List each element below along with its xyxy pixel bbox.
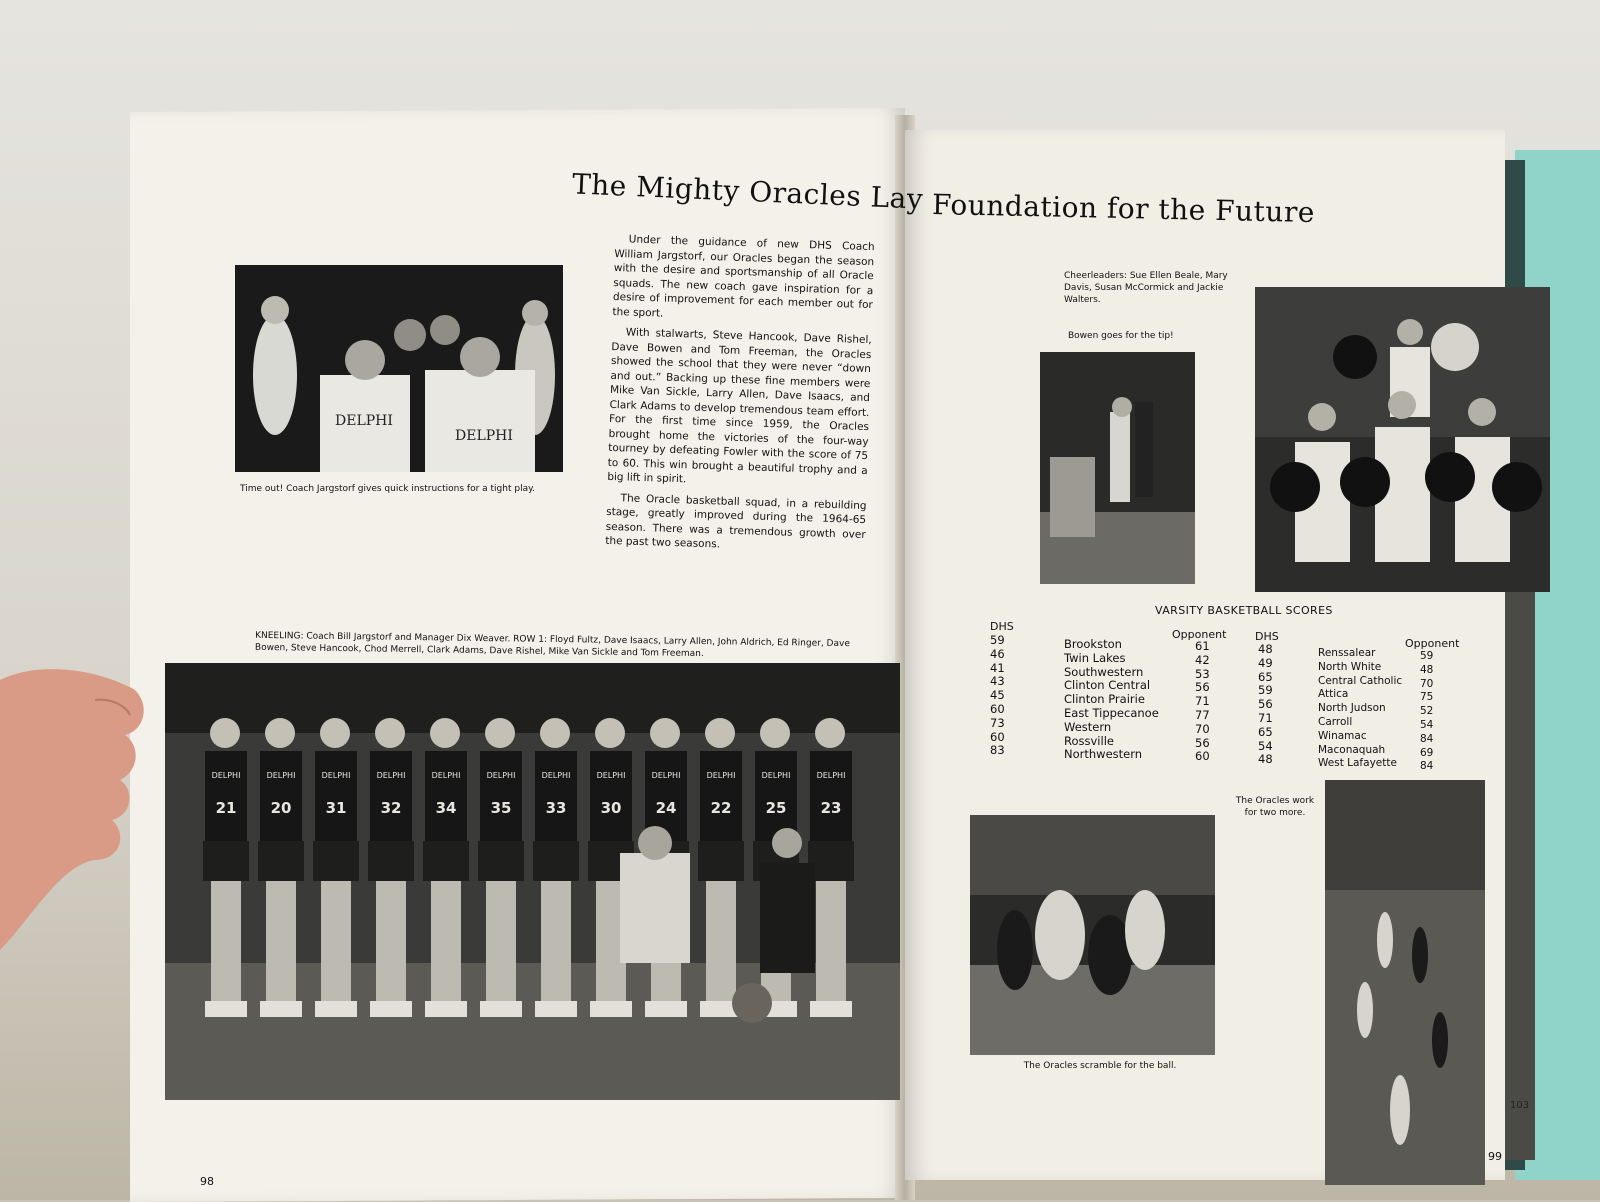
jersey-text: DELPHI [596, 771, 626, 780]
headline-left: The Mighty Oracles Lay [571, 167, 924, 216]
huddle-jersey-text-1: DELPHI [335, 413, 393, 429]
caption-cheerleaders: Cheerleaders: Sue Ellen Beale, Mary Davis, Susan McCormick and Jackie Walters. [1064, 271, 1228, 305]
caption-scramble: The Oracles scramble for the ball. [1023, 1061, 1177, 1071]
score-opponent: 56 [1195, 735, 1210, 750]
jersey-text: DELPHI [816, 771, 846, 780]
score-opponent: 77 [1195, 707, 1210, 722]
score-dhs: 43 [990, 674, 1005, 689]
score-opponent: 54 [1420, 718, 1434, 731]
score-dhs: 71 [1258, 710, 1273, 725]
caption-team: KNEELING: Coach Bill Jargstorf and Manager Dix Weaver. ROW 1: Floyd Fultz, Dave Isaacs, Larry Allen, John Aldrich, Ed Ringer, Dave Bowen, Steve Hancook, Chod Merrell, Clark Adams, Dave Rishel, Mike Van Sickle and Tom Freeman. [254, 630, 850, 660]
score-opponent-name: Southwestern [1064, 664, 1144, 679]
photo-team [165, 663, 900, 1100]
score-opponent: 60 [1195, 749, 1210, 764]
jersey-number: 21 [215, 799, 237, 817]
score-opponent-name: North Judson [1318, 702, 1386, 715]
score-dhs: 49 [1258, 655, 1273, 670]
score-opponent-name: Rossville [1064, 733, 1114, 748]
score-dhs: 73 [990, 715, 1005, 730]
photo-scramble [970, 815, 1215, 1055]
jersey-number: 24 [655, 799, 677, 817]
score-opponent: 71 [1195, 694, 1210, 709]
score-dhs: 59 [1258, 683, 1273, 698]
article-paragraph: The Oracle basketball squad, in a rebuilding stage, greatly improved during the 1964-65 season. There was a tremendous growth over the past two seasons. [605, 491, 867, 551]
underlying-page-number: 103 [1510, 1100, 1530, 1111]
score-opponent-name: Maconaquah [1318, 743, 1386, 756]
jersey-number: 30 [600, 799, 622, 817]
jersey-text: DELPHI [321, 771, 351, 780]
photo-tip-off [1040, 352, 1195, 584]
jersey-text: DELPHI [431, 771, 461, 780]
jersey-number: 33 [545, 799, 567, 817]
score-dhs: 60 [990, 729, 1005, 744]
scores-opp-score-column-2 [1420, 650, 1433, 774]
page-number-left: 98 [200, 1175, 214, 1188]
score-opponent: 42 [1195, 652, 1210, 667]
score-dhs: 60 [990, 701, 1005, 716]
score-opponent-name: Western [1064, 719, 1112, 734]
jersey-text: DELPHI [486, 771, 516, 780]
score-opponent-name: East Tippecanoe [1064, 705, 1159, 720]
score-opponent: 53 [1195, 666, 1210, 681]
jersey-text: DELPHI [266, 771, 296, 780]
score-dhs: 54 [1258, 738, 1273, 753]
page-number-right: 99 [1488, 1150, 1502, 1163]
headline-right: Foundation for the Future [931, 187, 1316, 230]
score-opponent: 84 [1420, 732, 1434, 745]
score-opponent: 48 [1420, 663, 1434, 676]
score-dhs: 46 [990, 646, 1005, 661]
scores-opponent-column-1 [1064, 638, 1159, 762]
photo-cheerleaders [1255, 287, 1550, 592]
jersey-text: DELPHI [211, 771, 241, 780]
score-opponent: 84 [1420, 760, 1434, 773]
score-dhs: 83 [990, 743, 1005, 758]
hand-photo [0, 620, 150, 1050]
score-opponent-name: Northwestern [1064, 747, 1143, 762]
score-opponent: 70 [1195, 721, 1210, 736]
score-opponent: 52 [1420, 705, 1434, 718]
scores-header-dhs-1: DHS [990, 620, 1014, 633]
jersey-number: 31 [325, 799, 347, 817]
scores-dhs-column-2 [1258, 643, 1273, 767]
scores-header-opponent-2: Opponent [1405, 637, 1460, 650]
jersey-text: DELPHI [761, 771, 791, 780]
score-dhs: 48 [1258, 642, 1273, 656]
jersey-number: 35 [490, 799, 512, 817]
jersey-text: DELPHI [651, 771, 681, 780]
jersey-number: 20 [270, 799, 292, 817]
jersey-text: DELPHI [541, 771, 571, 780]
score-opponent-name: Brookston [1064, 637, 1122, 651]
score-opponent-name: Carroll [1318, 715, 1353, 728]
jersey-text: DELPHI [706, 771, 736, 780]
caption-timeout: Time out! Coach Jargstorf gives quick instructions for a tight play. [240, 484, 536, 494]
scores-opp-score-column-1 [1195, 640, 1210, 764]
score-opponent: 56 [1195, 680, 1210, 695]
scores-title: VARSITY BASKETBALL SCORES [1155, 604, 1333, 617]
score-dhs: 65 [1258, 669, 1273, 684]
score-opponent: 69 [1420, 746, 1434, 759]
score-dhs: 45 [990, 688, 1005, 703]
scores-header-opponent-1: Opponent [1172, 628, 1227, 641]
score-opponent-name: Twin Lakes [1064, 650, 1126, 665]
photo-timeout-huddle [235, 265, 563, 472]
jersey-number: 32 [380, 799, 402, 817]
scores-dhs-column-1 [990, 634, 1005, 758]
score-dhs: 59 [990, 633, 1005, 647]
score-opponent-name: Clinton Prairie [1064, 692, 1145, 707]
jersey-number: 22 [710, 799, 732, 817]
score-opponent-name: Central Catholic [1318, 674, 1403, 687]
score-opponent: 75 [1420, 691, 1434, 704]
score-opponent-name: Attica [1318, 688, 1349, 701]
score-opponent: 59 [1420, 650, 1434, 662]
scores-opponent-column-2 [1318, 647, 1402, 771]
score-dhs: 56 [1258, 697, 1273, 712]
caption-tip: Bowen goes for the tip! [1068, 331, 1174, 341]
scores-header-dhs-2: DHS [1255, 630, 1279, 643]
score-opponent: 61 [1195, 639, 1210, 653]
score-opponent-name: North White [1318, 660, 1382, 673]
jersey-text: DELPHI [376, 771, 406, 780]
article-text [605, 232, 875, 563]
jersey-number: 34 [435, 799, 457, 817]
score-opponent-name: Winamac [1318, 729, 1367, 742]
photo-shooting [1325, 780, 1485, 1185]
jersey-number: 23 [820, 799, 842, 817]
score-dhs: 65 [1258, 724, 1273, 739]
article-paragraph: With stalwarts, Steve Hancook, Dave Rishel, Dave Bowen and Tom Freeman, the Oracles showed the school that they were never “down and out.” Backing up these fine members were Mike Van Sickle, Larry Allen, Dave Isaacs, and Clark Adams to develop tremendous team effort. For the first time since 1959, the Oracles brought home the victories of the four-way tourney by defeating Fowler with the score of 75 to 60. This win brought a beautiful trophy and a big lift in spirit. [607, 326, 872, 486]
huddle-jersey-text-2: DELPHI [455, 428, 513, 444]
jersey-number: 25 [765, 799, 787, 817]
score-opponent-name: Renssalear [1318, 647, 1376, 659]
score-opponent-name: West Lafayette [1318, 757, 1397, 770]
score-dhs: 48 [1258, 752, 1273, 767]
score-dhs: 41 [990, 660, 1005, 675]
score-opponent: 70 [1420, 677, 1434, 690]
score-opponent-name: Clinton Central [1064, 678, 1151, 693]
caption-work: The Oracles work for two more. [1235, 796, 1315, 818]
article-paragraph: Under the guidance of new DHS Coach William Jargstorf, our Oracles began the season with the desire and sportsmanship of all Oracle squads. The new coach gave inspiration for a desire of improvement for each member out for the sport. [612, 233, 875, 320]
